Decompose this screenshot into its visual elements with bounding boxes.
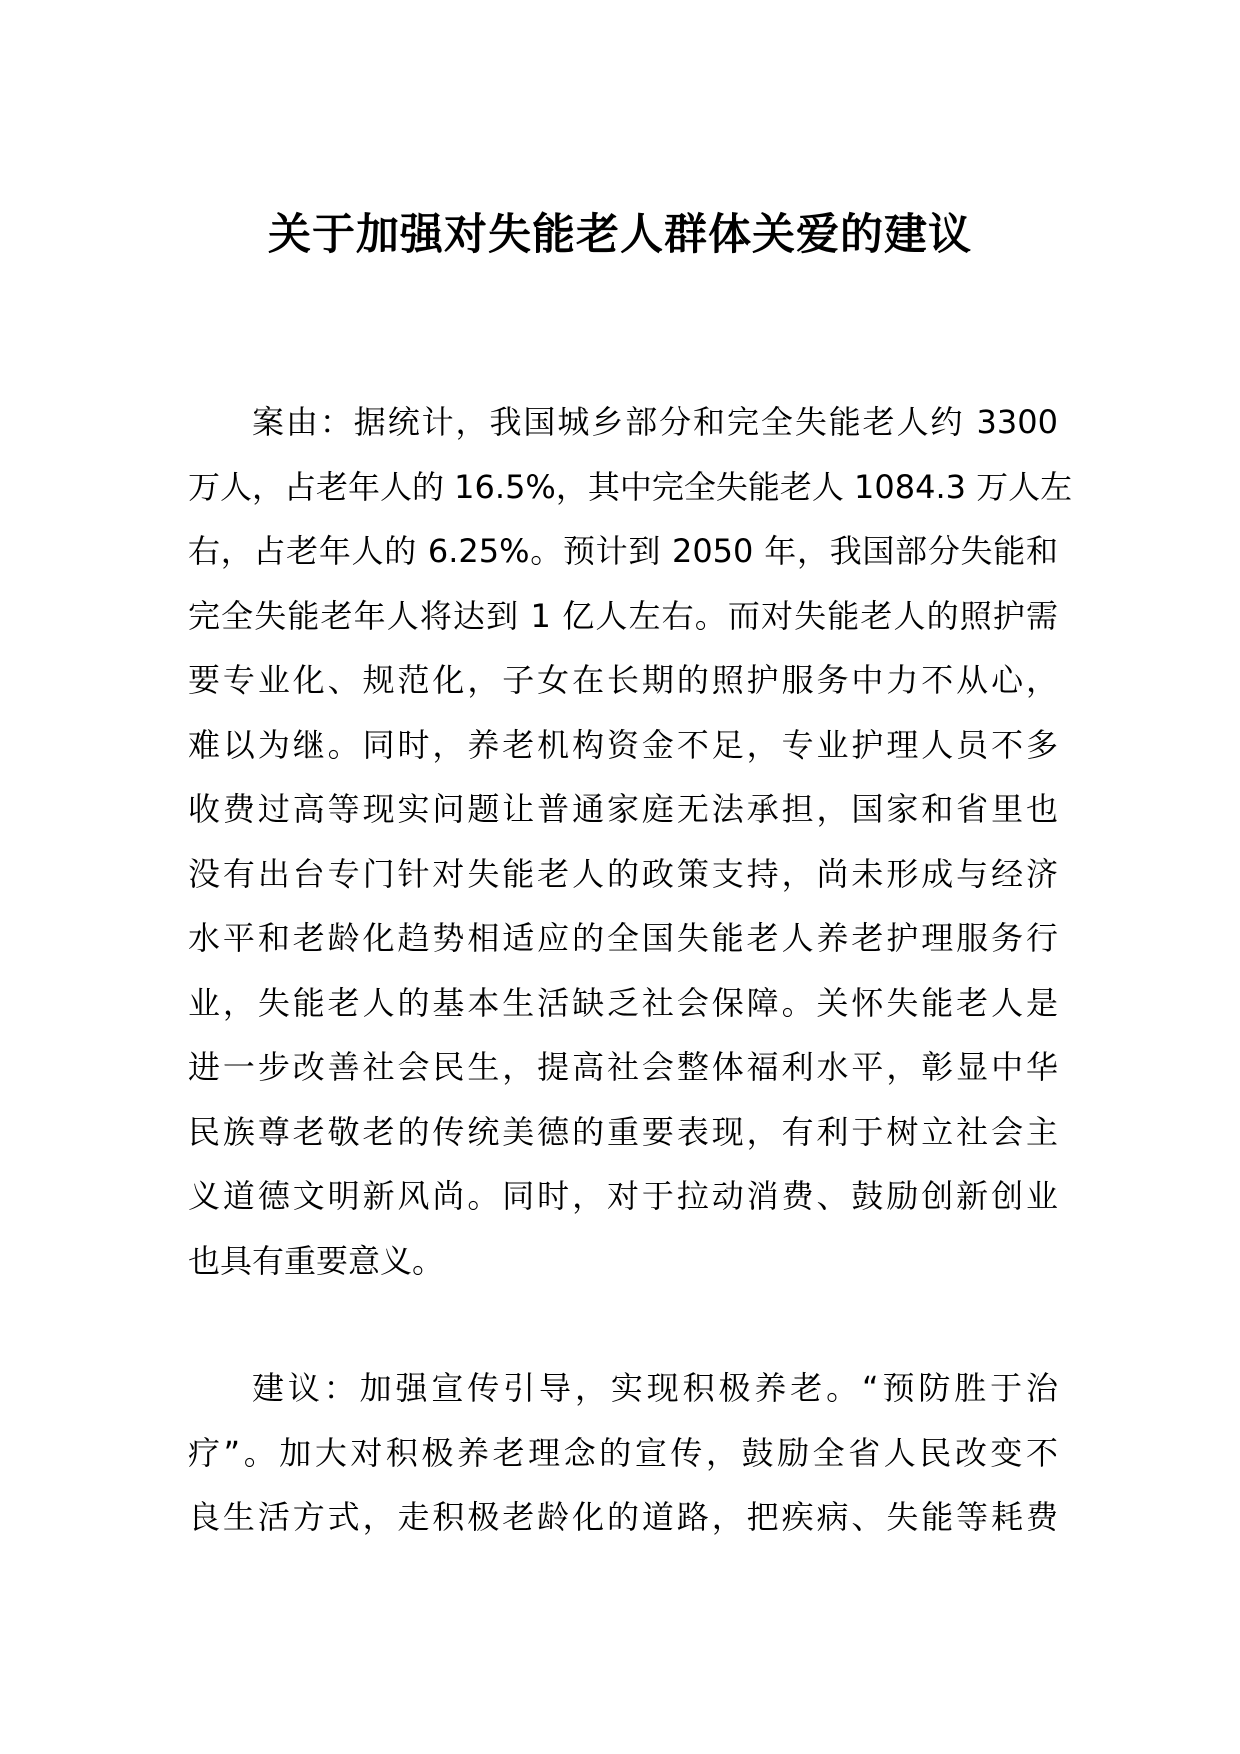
paragraph-line: 案由：据统计，我国城乡部分和完全失能老人约 3300 xyxy=(252,403,1058,441)
paragraph-line: 右，占老年人的 6.25%。预计到 2050 年，我国部分失能和 xyxy=(188,532,1058,570)
paragraph-line: 建议：加强宣传引导，实现积极养老。“预防胜于治 xyxy=(252,1369,1058,1407)
paragraph-line: 业，失能老人的基本生活缺乏社会保障。关怀失能老人是 xyxy=(188,983,1058,1022)
paragraph-line: 疗”。加大对积极养老理念的宣传，鼓励全省人民改变不 xyxy=(188,1433,1058,1472)
paragraph-line: 没有出台专门针对失能老人的政策支持，尚未形成与经济 xyxy=(188,854,1058,893)
paragraph-line: 进一步改善社会民生，提高社会整体福利水平，彰显中华 xyxy=(188,1048,1058,1086)
paragraph-line: 万人，占老年人的 16.5%，其中完全失能老人 1084.3 万人左 xyxy=(188,467,1073,506)
paragraph-line: 收费过高等现实问题让普通家庭无法承担，国家和省里也 xyxy=(188,790,1058,828)
paragraph-line: 义道德文明新风尚。同时，对于拉动消费、鼓励创新创业 xyxy=(188,1177,1058,1215)
paragraph-line: 良生活方式，走积极老龄化的道路，把疾病、失能等耗费 xyxy=(188,1498,1058,1536)
paragraph-line: 民族尊老敬老的传统美德的重要表现，有利于树立社会主 xyxy=(188,1112,1058,1151)
paragraph-case-reason xyxy=(188,390,1073,1293)
paragraph-suggestion xyxy=(188,1356,1058,1550)
paragraph-line: 完全失能老年人将达到 1 亿人左右。而对失能老人的照护需 xyxy=(188,596,1058,635)
paragraph-line: 要专业化、规范化，子女在长期的照护服务中力不从心， xyxy=(188,661,1058,699)
paragraph-line: 水平和老龄化趋势相适应的全国失能老人养老护理服务行 xyxy=(188,919,1058,957)
paragraph-line: 也具有重要意义。 xyxy=(188,1241,445,1280)
document-title: 关于加强对失能老人群体关爱的建议 xyxy=(268,210,972,260)
paragraph-line: 难以为继。同时，养老机构资金不足，专业护理人员不多 xyxy=(188,725,1058,764)
